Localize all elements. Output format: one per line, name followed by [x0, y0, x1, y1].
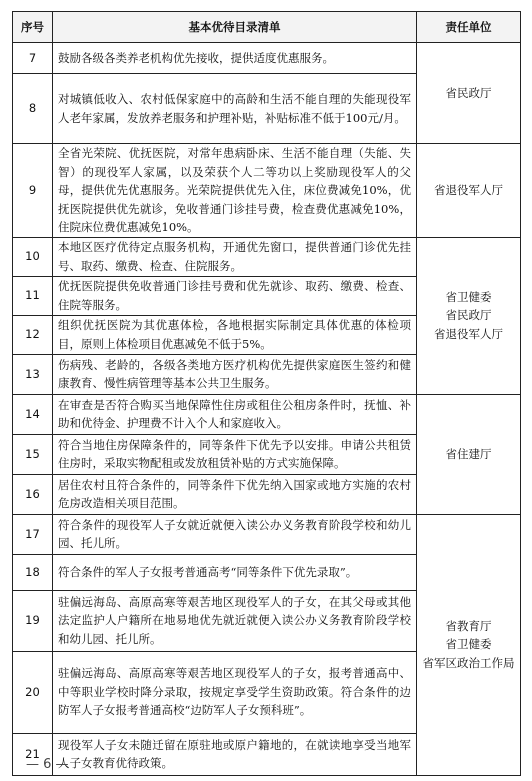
row-number: 8 — [13, 74, 53, 144]
preferential-treatment-table — [12, 11, 521, 776]
row-text: 在审查是否符合购买当地保障性住房或租住公租房条件时，抚恤、补助和优待金、护理费不计入个人和家庭收入。 — [53, 394, 417, 434]
responsible-unit: 省民政厅 — [417, 43, 521, 144]
row-number: 19 — [13, 590, 53, 651]
row-number: 16 — [13, 474, 53, 514]
table-row — [13, 394, 521, 434]
row-text: 伤病残、老龄的，各级各类地方医疗机构优先提供家庭医生签约和健康教育、慢性病管理等基本公共卫生服务。 — [53, 354, 417, 394]
row-number: 17 — [13, 514, 53, 554]
row-number: 9 — [13, 144, 53, 238]
table-row — [13, 144, 521, 238]
table-row — [13, 237, 521, 276]
row-text: 鼓励各级各类养老机构优先接收，提供适度优惠服务。 — [53, 43, 417, 74]
row-text: 本地区医疗优待定点服务机构，开通优先窗口，提供普通门诊优先挂号、取药、缴费、检查、住院服务。 — [53, 237, 417, 276]
row-number: 12 — [13, 315, 53, 354]
row-number: 18 — [13, 554, 53, 590]
header-number: 序号 — [13, 12, 53, 43]
row-number: 11 — [13, 276, 53, 315]
row-text: 组织优抚医院为其优惠体检，各地根据实际制定具体优惠的体检项目，原则上体检项目优惠减免不低于5%。 — [53, 315, 417, 354]
row-text: 优抚医院提供免收普通门诊挂号费和优先就诊、取药、缴费、检查、住院等服务。 — [53, 276, 417, 315]
row-number: 15 — [13, 434, 53, 474]
responsible-unit: 省卫健委 省民政厅 省退役军人厅 — [417, 237, 521, 394]
row-text: 现役军人子女未随迁留在原驻地或原户籍地的，在就读地享受当地军人子女教育优待政策。 — [53, 733, 417, 775]
row-number: 13 — [13, 354, 53, 394]
row-number: 14 — [13, 394, 53, 434]
row-text: 符合条件的军人子女报考普通高考“同等条件下优先录取”。 — [53, 554, 417, 590]
row-text: 驻偏远海岛、高原高寒等艰苦地区现役军人的子女，在其父母或其他法定监护人户籍所在地易地优先就近就便入读公办义务教育阶段学校和幼儿园、托儿所。 — [53, 590, 417, 651]
row-text: 全省光荣院、优抚医院，对常年患病卧床、生活不能自理（失能、失智）的现役军人家属，以及荣获个人二等功以上奖励现役军人的父母，提供优先优惠服务。光荣院提供优先入住，床位费减免10%，优抚医院提供优先就诊，免收普通门诊挂号费，检查费优惠减免10%，住院床位费优惠减免10%。 — [53, 144, 417, 238]
row-number: 21 — [13, 733, 53, 775]
header-unit: 责任单位 — [417, 12, 521, 43]
row-number: 20 — [13, 651, 53, 733]
row-text: 居住农村且符合条件的，同等条件下优先纳入国家或地方实施的农村危房改造相关项目范围。 — [53, 474, 417, 514]
row-number: 7 — [13, 43, 53, 74]
responsible-unit: 省退役军人厅 — [417, 144, 521, 238]
row-number: 10 — [13, 237, 53, 276]
row-text: 符合条件的现役军人子女就近就便入读公办义务教育阶段学校和幼儿园、托儿所。 — [53, 514, 417, 554]
row-text: 驻偏远海岛、高原高寒等艰苦地区现役军人的子女，报考普通高中、中等职业学校时降分录取，按规定享受学生资助政策。符合条件的边防军人子女报考普通高校“边防军人子女预科班”。 — [53, 651, 417, 733]
table-row — [13, 43, 521, 74]
table-header-row — [13, 12, 521, 43]
row-text: 对城镇低收入、农村低保家庭中的高龄和生活不能自理的失能现役军人老年家属，发放养老服务和护理补贴，补贴标准不低于100元/月。 — [53, 74, 417, 144]
row-text: 符合当地住房保障条件的，同等条件下优先予以安排。申请公共租赁住房时，采取实物配租或发放租赁补贴的方式实施保障。 — [53, 434, 417, 474]
responsible-unit: 省教育厅 省卫健委 省军区政治工作局 — [417, 514, 521, 775]
table-row — [13, 514, 521, 554]
page-number: — 6 — — [26, 757, 69, 772]
responsible-unit: 省住建厅 — [417, 394, 521, 514]
header-item: 基本优待目录清单 — [53, 12, 417, 43]
